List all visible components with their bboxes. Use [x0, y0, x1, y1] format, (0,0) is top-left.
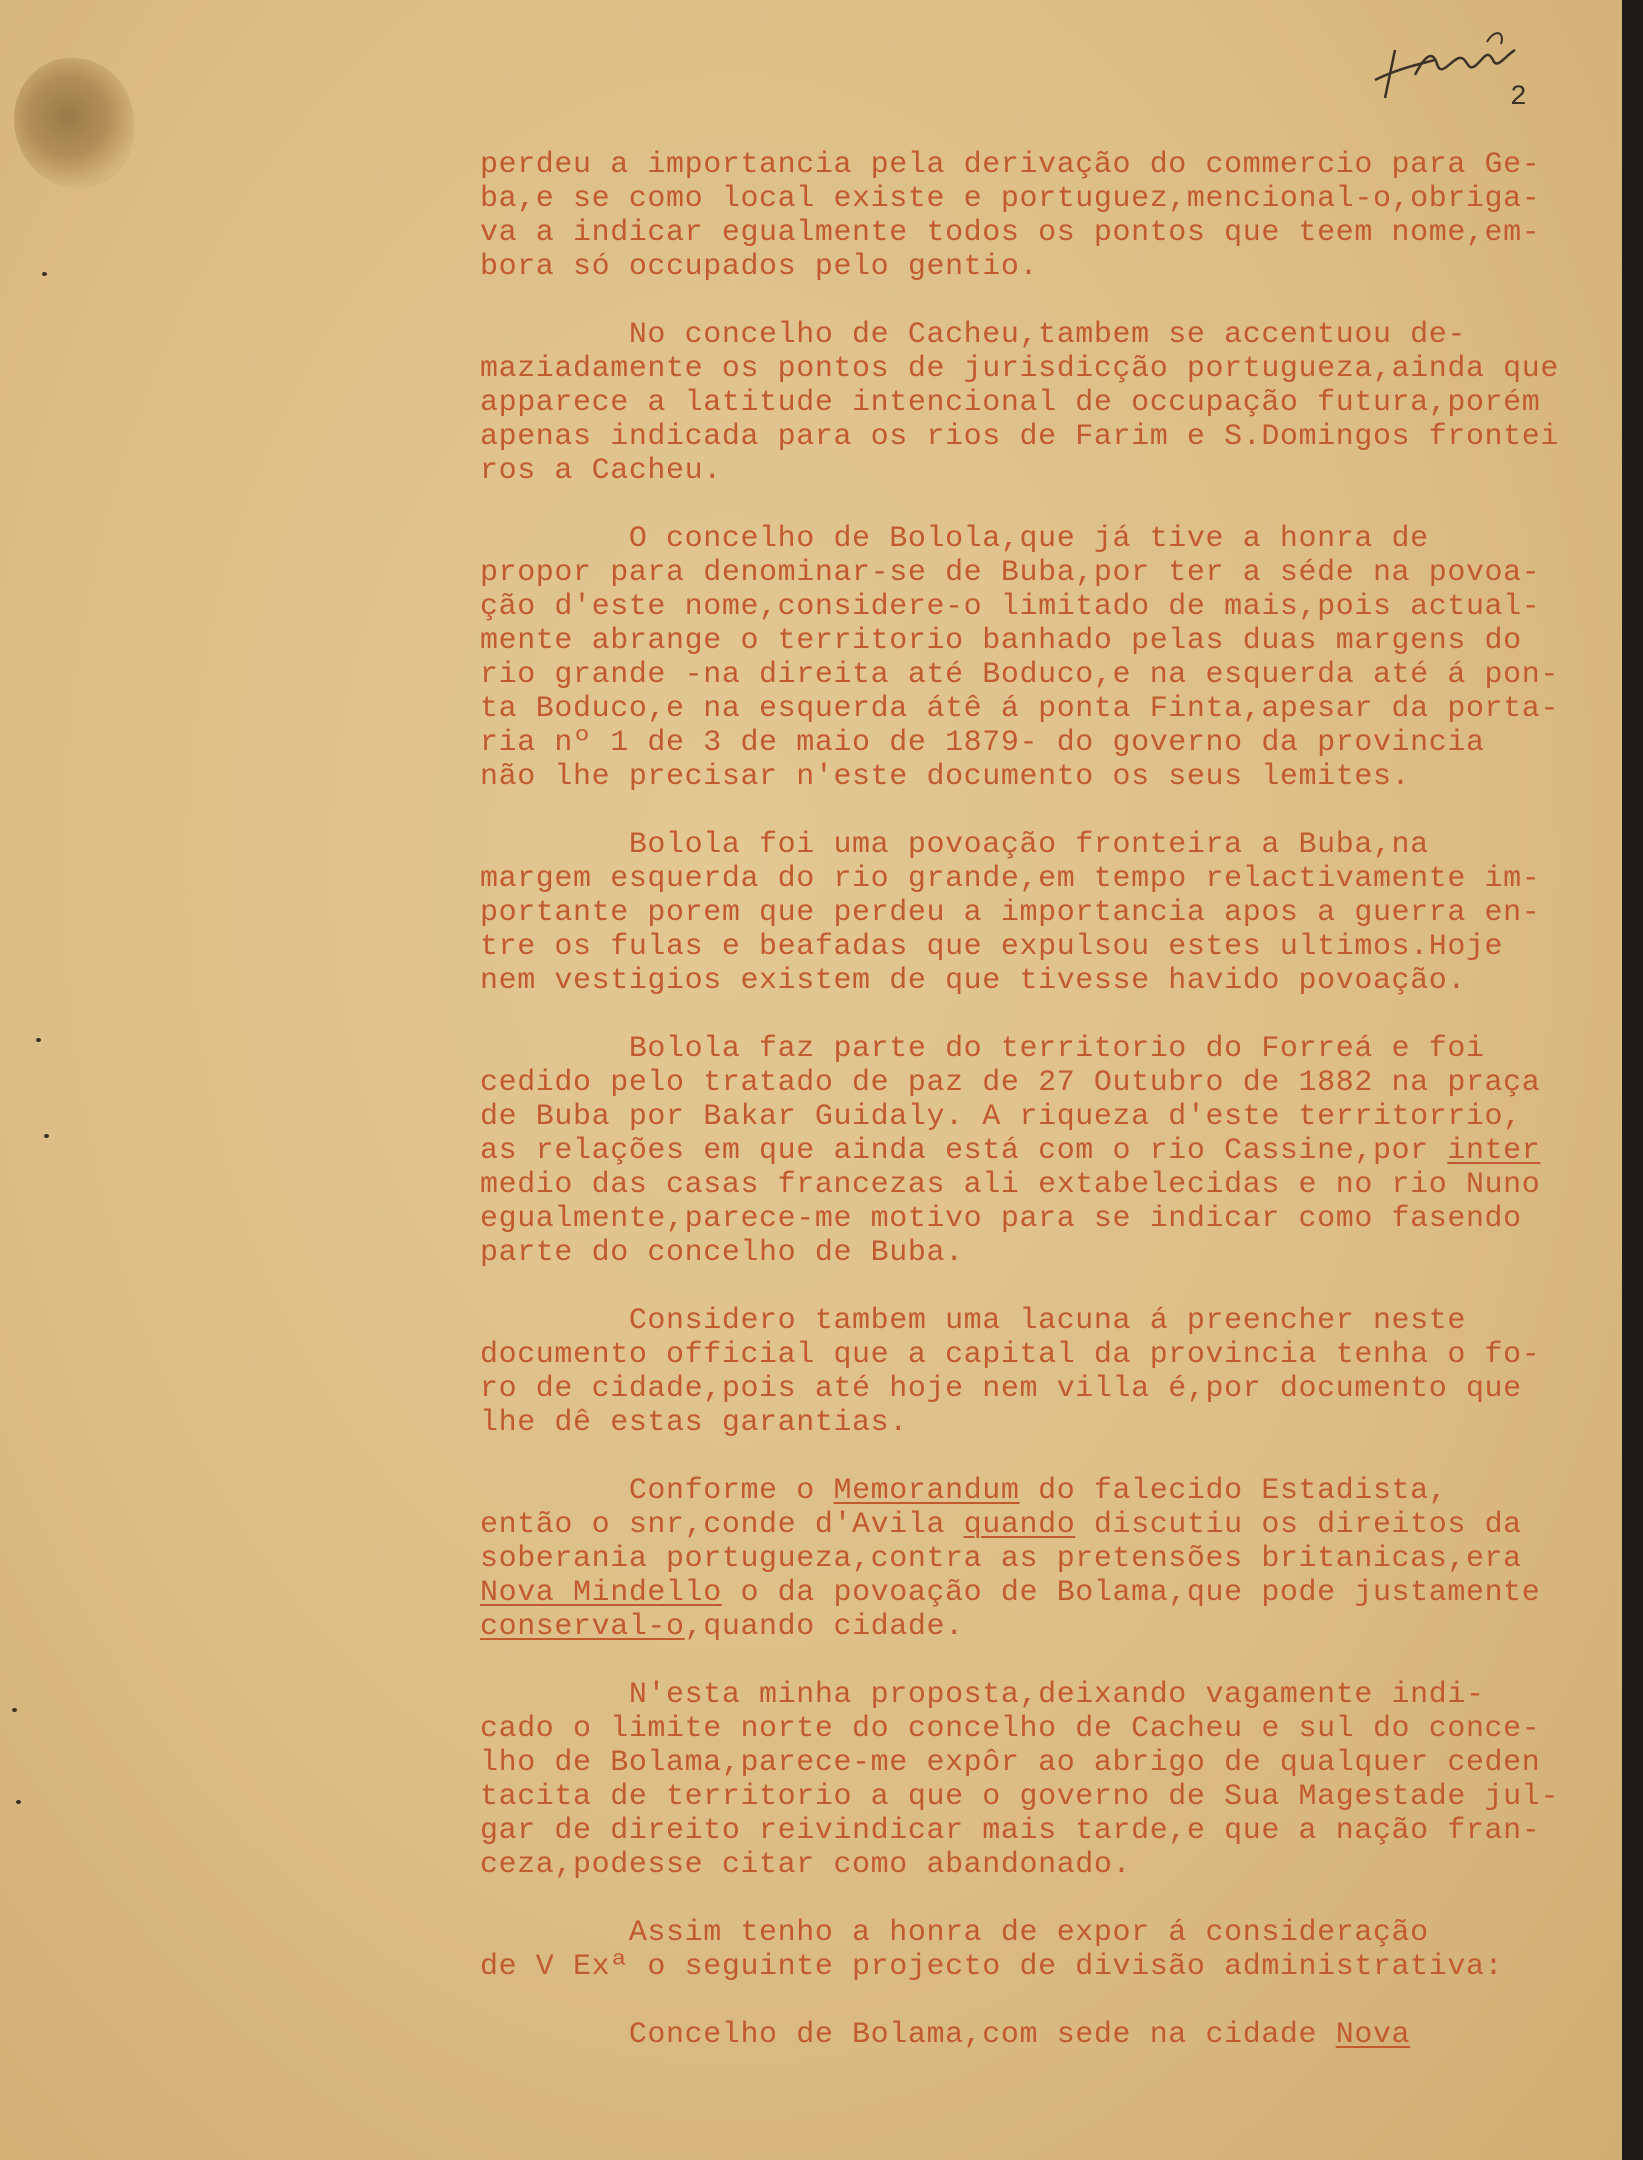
text-line	[480, 828, 1622, 862]
text-segment: Assim tenho a honra de expor á consideração	[480, 1916, 1429, 1950]
paragraph	[480, 1678, 1622, 1882]
paper-speck	[36, 1038, 41, 1042]
text-segment: O concelho de Bolola,que já tive a honra de	[480, 522, 1429, 556]
text-line	[480, 386, 1622, 420]
text-line	[480, 1338, 1622, 1372]
text-line	[480, 1916, 1622, 1950]
text-line	[480, 1168, 1622, 1202]
text-line	[480, 590, 1622, 624]
underlined-text: Nova Mindello	[480, 1576, 722, 1610]
paragraph	[480, 148, 1622, 284]
text-segment: bora só occupados pelo gentio.	[480, 250, 1039, 284]
paper-speck	[42, 272, 47, 276]
text-line	[480, 760, 1622, 794]
text-segment: ria nº 1 de 3 de maio de 1879- do governo da provincia	[480, 726, 1485, 760]
text-line	[480, 1236, 1622, 1270]
text-segment: de Buba por Bakar Guidaly. A riqueza d'este territorrio,	[480, 1100, 1522, 1134]
paragraph	[480, 2018, 1622, 2052]
typed-letter-body	[480, 148, 1622, 2086]
text-segment: egualmente,parece-me motivo para se indicar como fasendo	[480, 1202, 1522, 1236]
paragraph	[480, 318, 1622, 488]
underlined-text: inter	[1447, 1134, 1541, 1168]
paragraph	[480, 522, 1622, 794]
text-segment: ,quando cidade.	[684, 1610, 964, 1644]
underlined-text: Memorandum	[833, 1474, 1020, 1508]
paragraph	[480, 828, 1622, 998]
text-segment: maziadamente os pontos de jurisdicção portugueza,ainda que	[480, 352, 1559, 386]
text-line	[480, 1542, 1622, 1576]
water-stain	[14, 58, 134, 188]
text-line	[480, 1780, 1622, 1814]
text-line	[480, 862, 1622, 896]
text-line	[480, 1950, 1622, 1984]
text-segment: ba,e se como local existe e portuguez,mencional-o,obriga-	[480, 182, 1541, 216]
text-segment: lho de Bolama,parece-me expôr ao abrigo de qualquer ceden	[480, 1746, 1541, 1780]
text-line	[480, 250, 1622, 284]
text-segment: apenas indicada para os rios de Farim e S.Domingos frontei	[480, 420, 1559, 454]
text-line	[480, 1032, 1622, 1066]
text-segment: Conforme o	[480, 1474, 834, 1508]
text-segment: Bolola foi uma povoação fronteira a Buba,na	[480, 828, 1429, 862]
text-line	[480, 1100, 1622, 1134]
text-segment: cado o limite norte do concelho de Cacheu e sul do conce-	[480, 1712, 1541, 1746]
text-segment: lhe dê estas garantias.	[480, 1406, 908, 1440]
text-segment: perdeu a importancia pela derivação do commercio para Ge-	[480, 148, 1541, 182]
text-segment: soberania portugueza,contra as pretensões britanicas,era	[480, 1542, 1522, 1576]
paragraph	[480, 1916, 1622, 1984]
text-segment: va a indicar egualmente todos os pontos que teem nome,em-	[480, 216, 1541, 250]
text-segment: mente abrange o territorio banhado pelas duas margens do	[480, 624, 1522, 658]
text-line	[480, 1848, 1622, 1882]
text-segment: tre os fulas e beafadas que expulsou estes ultimos.Hoje	[480, 930, 1504, 964]
text-line	[480, 964, 1622, 998]
text-segment: Bolola faz parte do territorio do Forreá e foi	[480, 1032, 1485, 1066]
text-line	[480, 216, 1622, 250]
text-segment: então o snr,conde d'Avila	[480, 1508, 964, 1542]
text-line	[480, 148, 1622, 182]
text-segment: ta Boduco,e na esquerda átê á ponta Finta,apesar da porta-	[480, 692, 1559, 726]
text-line	[480, 1678, 1622, 1712]
text-line	[480, 1712, 1622, 1746]
text-line	[480, 556, 1622, 590]
text-line	[480, 624, 1622, 658]
text-segment: ros a Cacheu.	[480, 454, 722, 488]
text-segment: tacita de territorio a que o governo de Sua Magestade jul-	[480, 1780, 1559, 1814]
text-segment: nem vestigios existem de que tivesse havido povoação.	[480, 964, 1466, 998]
text-segment: parte do concelho de Buba.	[480, 1236, 964, 1270]
text-segment: ceza,podesse citar como abandonado.	[480, 1848, 1132, 1882]
text-segment: propor para denominar-se de Buba,por ter a séde na povoa-	[480, 556, 1541, 590]
text-line	[480, 896, 1622, 930]
handwritten-signature	[1355, 20, 1535, 110]
text-line	[480, 1372, 1622, 1406]
text-segment: o da povoação de Bolama,que pode justamente	[721, 1576, 1541, 1610]
text-segment: margem esquerda do rio grande,em tempo relactivamente im-	[480, 862, 1541, 896]
text-line	[480, 182, 1622, 216]
text-line	[480, 454, 1622, 488]
text-segment: discutiu os direitos da	[1075, 1508, 1522, 1542]
paper-speck	[44, 1134, 49, 1138]
page-number: 2	[1510, 82, 1527, 113]
text-segment: documento official que a capital da provincia tenha o fo-	[480, 1338, 1541, 1372]
text-line	[480, 1814, 1622, 1848]
text-segment: Concelho de Bolama,com sede na cidade	[480, 2018, 1336, 2052]
text-line	[480, 420, 1622, 454]
text-line	[480, 1406, 1622, 1440]
text-line	[480, 318, 1622, 352]
paragraph	[480, 1474, 1622, 1644]
text-line	[480, 1474, 1622, 1508]
text-line	[480, 1304, 1622, 1338]
text-segment: ro de cidade,pois até hoje nem villa é,por documento que	[480, 1372, 1522, 1406]
text-line	[480, 2018, 1622, 2052]
text-line	[480, 692, 1622, 726]
text-segment: medio das casas francezas ali extabelecidas e no rio Nuno	[480, 1168, 1541, 1202]
underlined-text: conserval-o	[480, 1610, 685, 1644]
text-line	[480, 658, 1622, 692]
text-segment: apparece a latitude intencional de occupação futura,porém	[480, 386, 1541, 420]
text-line	[480, 1610, 1622, 1644]
text-segment: de V Exª o seguinte projecto de divisão administrativa:	[480, 1950, 1504, 1984]
text-segment: rio grande -na direita até Boduco,e na esquerda até á pon-	[480, 658, 1559, 692]
text-segment: do falecido Estadista,	[1019, 1474, 1448, 1508]
paper-speck	[16, 1800, 21, 1804]
paragraph	[480, 1032, 1622, 1270]
text-segment: ção d'este nome,considere-o limitado de mais,pois actual-	[480, 590, 1541, 624]
paragraph	[480, 1304, 1622, 1440]
underlined-text: Nova	[1335, 2018, 1411, 2052]
text-segment: No concelho de Cacheu,tambem se accentuou de-	[480, 318, 1466, 352]
text-line	[480, 1066, 1622, 1100]
text-segment: cedido pelo tratado de paz de 27 Outubro de 1882 na praça	[480, 1066, 1541, 1100]
text-segment: gar de direito reivindicar mais tarde,e que a nação fran-	[480, 1814, 1541, 1848]
text-segment: Considero tambem uma lacuna á preencher neste	[480, 1304, 1466, 1338]
text-line	[480, 1508, 1622, 1542]
text-line	[480, 1134, 1622, 1168]
underlined-text: quando	[963, 1508, 1076, 1542]
text-line	[480, 930, 1622, 964]
text-line	[480, 522, 1622, 556]
text-line	[480, 352, 1622, 386]
text-line	[480, 1576, 1622, 1610]
paper-speck	[12, 1708, 17, 1712]
text-line	[480, 1202, 1622, 1236]
text-segment: não lhe precisar n'este documento os seus lemites.	[480, 760, 1411, 794]
text-segment: as relações em que ainda está com o rio Cassine,por	[480, 1134, 1448, 1168]
text-segment: N'esta minha proposta,deixando vagamente indi-	[480, 1678, 1485, 1712]
text-line	[480, 1746, 1622, 1780]
text-line	[480, 726, 1622, 760]
text-segment: portante porem que perdeu a importancia apos a guerra en-	[480, 896, 1541, 930]
